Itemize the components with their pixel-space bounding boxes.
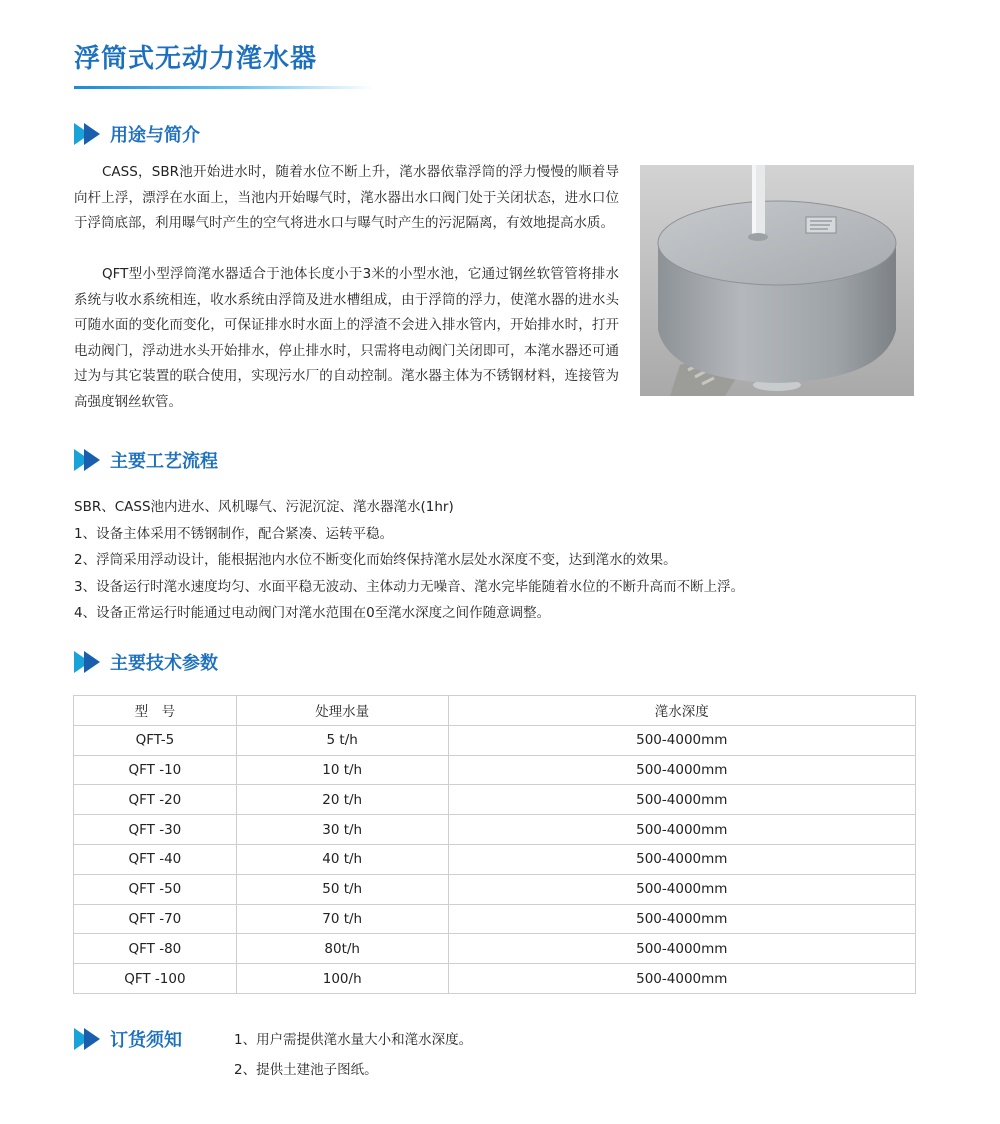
- cell-capacity: 20 t/h: [236, 785, 448, 815]
- cell-model: QFT -100: [74, 964, 237, 994]
- order-note-line: 2、提供土建池子图纸。: [234, 1062, 378, 1078]
- process-line: 1、设备主体采用不锈钢制作，配合紧凑、运转平稳。: [74, 525, 394, 542]
- table-header-row: [74, 696, 916, 726]
- table-row: [74, 904, 916, 934]
- decanter-float-image: [640, 165, 914, 396]
- product-photo: [640, 165, 914, 396]
- header-model: 型 号: [74, 696, 237, 726]
- cell-model: QFT-5: [74, 725, 237, 755]
- section-title-order: 订货须知: [110, 1030, 182, 1051]
- cell-capacity: 5 t/h: [236, 725, 448, 755]
- cell-depth: 500-4000mm: [448, 755, 915, 785]
- cell-model: QFT -30: [74, 815, 237, 845]
- order-notes: [234, 1025, 472, 1085]
- section-title-intro: 用途与简介: [110, 125, 200, 146]
- table-row: [74, 874, 916, 904]
- table-row: [74, 725, 916, 755]
- intro-paragraph-2: QFT型小型浮筒滗水器适合于池体长度小于3米的小型水池，它通过钢丝软管管将排水系统与收水系统相连，收水系统由浮筒及进水槽组成，由于浮筒的浮力，使滗水器的进水头可随水面的变化而变化，可保证排水时水面上的浮渣不会进入排水管内，开始排水时，打开电动阀门，浮动进水头开始排水，停止排水时，只需将电动阀门关闭即可，本滗水器还可通过为与其它装置的联合使用，实现污水厂的自动控制。滗水器主体为不锈钢材料，连接管为高强度钢丝软管。: [74, 266, 619, 410]
- cell-model: QFT -70: [74, 904, 237, 934]
- cell-depth: 500-4000mm: [448, 874, 915, 904]
- cell-capacity: 50 t/h: [236, 874, 448, 904]
- process-list: [74, 494, 934, 627]
- section-title-process: 主要工艺流程: [110, 451, 218, 472]
- params-table: [73, 695, 916, 994]
- process-line: SBR、CASS池内进水、风机曝气、污泥沉淀、滗水器滗水(1hr): [74, 499, 454, 515]
- process-line: 3、设备运行时滗水速度均匀、水面平稳无波动、主体动力无噪音、滗水完毕能随着水位的不断升高而不断上浮。: [74, 578, 745, 595]
- process-line: 4、设备正常运行时能通过电动阀门对滗水范围在0至滗水深度之间作随意调整。: [74, 605, 551, 621]
- cell-capacity: 80t/h: [236, 934, 448, 964]
- cell-capacity: 30 t/h: [236, 815, 448, 845]
- cell-capacity: 70 t/h: [236, 904, 448, 934]
- cell-depth: 500-4000mm: [448, 785, 915, 815]
- section-title-params: 主要技术参数: [110, 653, 218, 674]
- cell-model: QFT -50: [74, 874, 237, 904]
- table-row: [74, 964, 916, 994]
- chevron-arrow-icon: [74, 445, 106, 475]
- table-row: [74, 844, 916, 874]
- table-row: [74, 755, 916, 785]
- cell-capacity: 100/h: [236, 964, 448, 994]
- header-depth: 滗水深度: [448, 696, 915, 726]
- table-row: [74, 934, 916, 964]
- cell-depth: 500-4000mm: [448, 725, 915, 755]
- cell-depth: 500-4000mm: [448, 815, 915, 845]
- cell-depth: 500-4000mm: [448, 904, 915, 934]
- section-heading-order: [74, 1024, 182, 1054]
- chevron-arrow-icon: [74, 1024, 106, 1054]
- cell-depth: 500-4000mm: [448, 934, 915, 964]
- page-title: 浮筒式无动力滗水器: [74, 44, 318, 74]
- table-row: [74, 815, 916, 845]
- cell-depth: 500-4000mm: [448, 964, 915, 994]
- section-heading-intro: [74, 119, 200, 149]
- chevron-arrow-icon: [74, 647, 106, 677]
- title-underline: [74, 86, 374, 89]
- cell-model: QFT -20: [74, 785, 237, 815]
- cell-capacity: 10 t/h: [236, 755, 448, 785]
- chevron-arrow-icon: [74, 119, 106, 149]
- header-capacity: 处理水量: [236, 696, 448, 726]
- section-heading-params: [74, 647, 218, 677]
- cell-model: QFT -10: [74, 755, 237, 785]
- order-note-line: 1、用户需提供滗水量大小和滗水深度。: [234, 1032, 473, 1048]
- cell-capacity: 40 t/h: [236, 844, 448, 874]
- section-heading-process: [74, 445, 218, 475]
- cell-model: QFT -80: [74, 934, 237, 964]
- intro-paragraph-1: CASS，SBR池开始进水时，随着水位不断上升，滗水器依靠浮筒的浮力慢慢的顺着导向杆上浮，漂浮在水面上，当池内开始曝气时，滗水器出水口阀门处于关闭状态，进水口位于浮筒底部，利用曝气时产生的空气将进水口与曝气时产生的污泥隔离，有效地提高水质。: [74, 164, 619, 231]
- cell-depth: 500-4000mm: [448, 844, 915, 874]
- table-row: [74, 785, 916, 815]
- process-line: 2、浮筒采用浮动设计，能根据池内水位不断变化而始终保持滗水层处水深度不变，达到滗水的效果。: [74, 552, 677, 568]
- cell-model: QFT -40: [74, 844, 237, 874]
